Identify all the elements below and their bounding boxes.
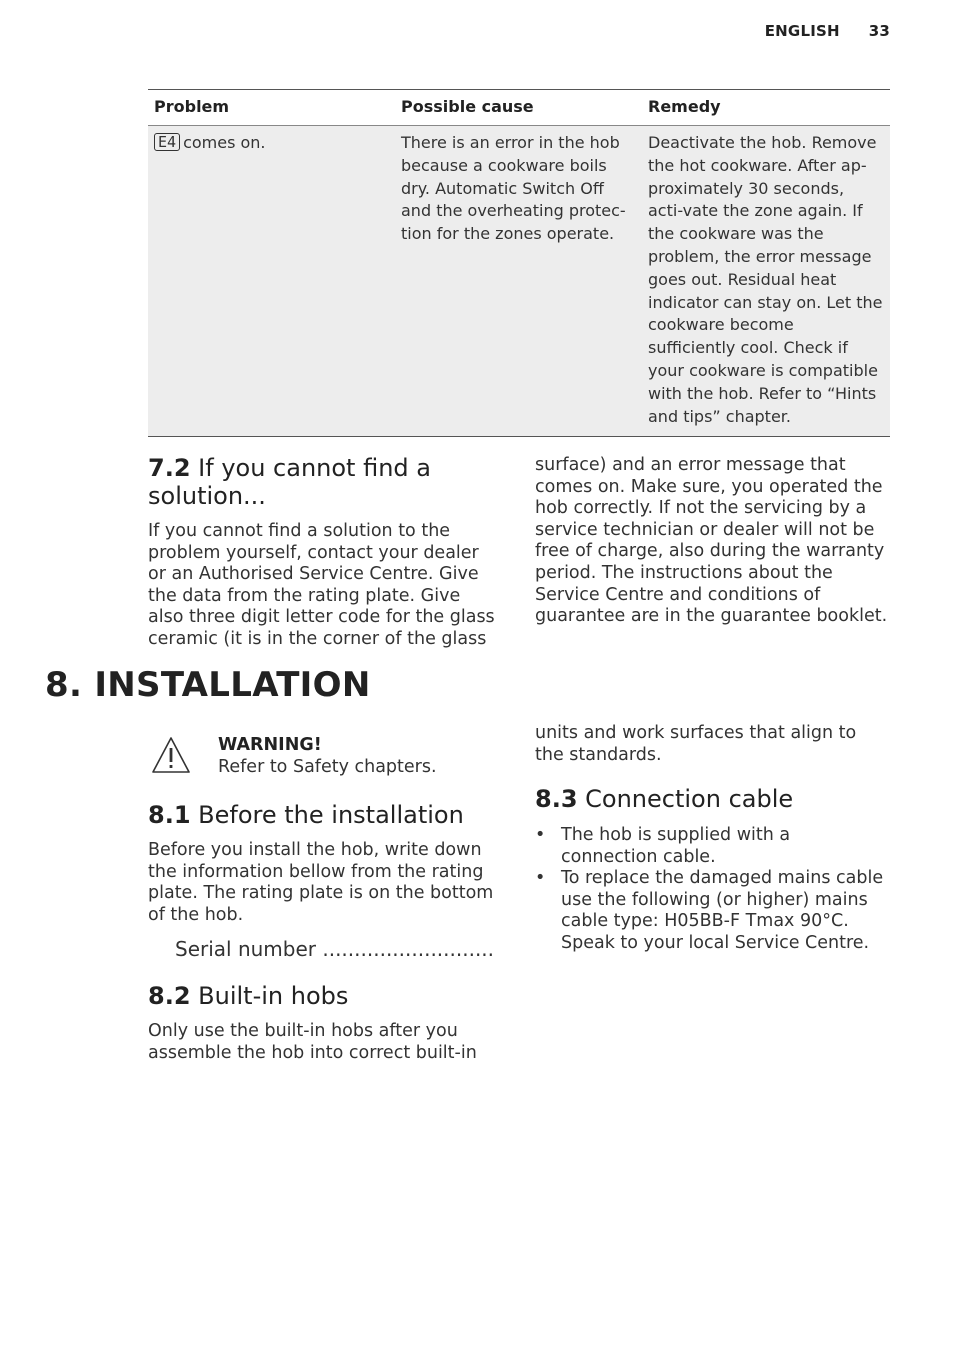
section-8-2-text-right bbox=[535, 723, 885, 766]
section-7-2-text-left bbox=[148, 521, 498, 651]
table-header-row bbox=[148, 90, 890, 126]
table-row bbox=[148, 126, 890, 437]
chapter-number: 8. bbox=[45, 665, 83, 705]
cause-cell: There is an error in the hob because a cookware boils dry. Automatic Switch Off and the overheating protec-tion for the zones operate. bbox=[395, 126, 642, 437]
paragraph: units and work surfaces that align to the standards. bbox=[535, 723, 857, 765]
display-code-icon: E4 bbox=[154, 133, 180, 151]
section-8-3-list bbox=[535, 825, 890, 955]
header-language: ENGLISH bbox=[764, 22, 840, 40]
warning-title: WARNING! bbox=[218, 735, 322, 755]
section-8-2-text-left bbox=[148, 1021, 478, 1064]
problem-cell bbox=[148, 126, 395, 437]
paragraph: Before you install the hob, write down the information bellow from the rating plate. The rating plate is on the bottom of the hob. bbox=[148, 840, 494, 925]
warning-text: Refer to Safety chapters. bbox=[218, 757, 437, 777]
warning-triangle-icon bbox=[150, 735, 192, 775]
section-number: 8.3 bbox=[535, 785, 578, 813]
remedy-cell: Deactivate the hob. Remove the hot cookware. After ap-proximately 30 seconds, acti-vate the zone again. If the cookware was the problem, the error message goes out. Residual heat indicator can stay on. Let the cookware become sufficiently cool. Check if your cookware is compatible with the hob. Refer to “Hints and tips” chapter. bbox=[642, 126, 890, 437]
chapter-title: INSTALLATION bbox=[94, 665, 371, 705]
section-title: Before the installation bbox=[198, 801, 464, 829]
column-header-remedy: Remedy bbox=[642, 90, 890, 126]
page-header bbox=[765, 22, 890, 40]
section-8-2-heading bbox=[148, 982, 348, 1010]
section-title: Connection cable bbox=[585, 785, 794, 813]
problem-text: comes on. bbox=[183, 133, 266, 152]
list-item: • To replace the damaged mains cable use the following (or higher) mains cable type: H05BB-F Tmax 90°C. Speak to your local Service Centre. bbox=[535, 868, 890, 954]
page-number: 33 bbox=[868, 22, 890, 40]
troubleshooting-table bbox=[148, 89, 890, 437]
section-8-1-text bbox=[148, 840, 498, 926]
column-header-problem: Problem bbox=[148, 90, 395, 126]
section-title: Built-in hobs bbox=[198, 982, 349, 1010]
column-header-cause: Possible cause bbox=[395, 90, 642, 126]
paragraph: surface) and an error message that comes on. Make sure, you operated the hob correctly. If not the servicing by a service technician or dealer will not be free of charge, also during the warranty period. The instructions about the Service Centre and conditions of guarantee are in the guarantee booklet. bbox=[535, 455, 888, 627]
section-7-2-heading bbox=[148, 454, 468, 510]
paragraph: Only use the built-in hobs after you assemble the hob into correct built-in bbox=[148, 1021, 477, 1063]
section-number: 7.2 bbox=[148, 454, 191, 482]
section-7-2-text-right bbox=[535, 455, 890, 628]
section-8-3-heading bbox=[535, 785, 793, 813]
warning-box bbox=[218, 734, 498, 778]
section-number: 8.2 bbox=[148, 982, 191, 1010]
paragraph: If you cannot find a solution to the problem yourself, contact your dealer or an Authorised Service Centre. Give the data from the rating plate. Give also three digit letter code for the glass ceramic (it is in the corner of the glass bbox=[148, 521, 495, 649]
serial-number-line: Serial number ........................... bbox=[175, 937, 495, 961]
list-item: • The hob is supplied with a connection cable. bbox=[535, 825, 890, 868]
section-title: If you cannot find a solution... bbox=[148, 454, 431, 510]
chapter-8-heading bbox=[45, 666, 371, 704]
section-number: 8.1 bbox=[148, 801, 191, 829]
section-8-1-heading bbox=[148, 801, 464, 829]
